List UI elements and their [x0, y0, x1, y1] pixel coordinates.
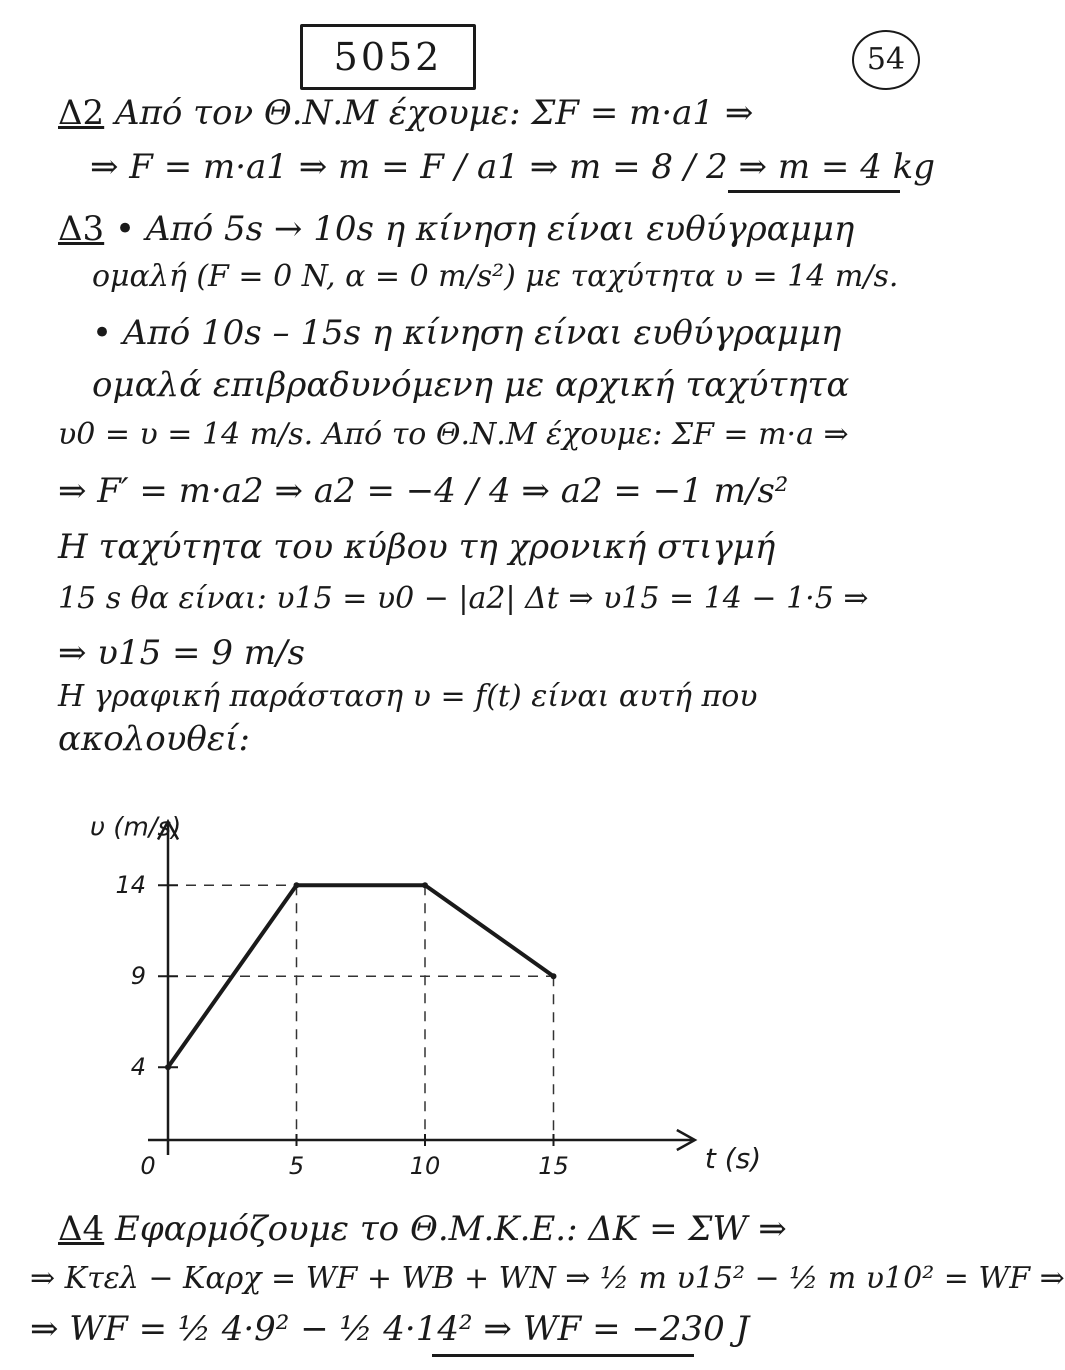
d4-line-2: ⇒ Kτελ − Kαρχ = WF + WB + WN ⇒ ½ m υ15² − ½ m υ10² = WF ⇒ [30, 1261, 1065, 1296]
y-axis-label: υ (m/s) [90, 812, 182, 843]
d2-text-2: ⇒ F = m·a1 ⇒ m = F / a1 ⇒ m = 8 / 2 ⇒ [90, 147, 768, 187]
d2-text-1: Από τον Θ.Ν.Μ έχουμε: ΣF = m·a1 ⇒ [115, 93, 754, 133]
d4-label: Δ4 [58, 1209, 105, 1249]
y-tick-label: 14 [115, 871, 146, 900]
d3-line-7: Η ταχύτητα του κύβου τη χρονική στιγμή [58, 527, 776, 567]
page-number-circle [852, 30, 920, 90]
data-point [551, 973, 557, 979]
d4-line-3 [30, 1309, 750, 1349]
d3-line-1 [58, 209, 855, 249]
d4-result-underline [432, 1354, 694, 1357]
x-tick-label: 15 [538, 1152, 569, 1180]
y-tick-label: 9 [130, 962, 146, 991]
x-tick-label: 0 [140, 1152, 156, 1180]
data-point [165, 1064, 171, 1070]
d4-text-3: ⇒ WF = ½ 4·9² − ½ 4·14² ⇒ [30, 1309, 512, 1349]
d3-line-2: ομαλή (F = 0 N, α = 0 m/s²) με ταχύτητα υ = 14 m/s. [92, 259, 899, 294]
y-axis-arrow [158, 822, 178, 840]
problem-code: 5052 [333, 35, 443, 79]
d3-line-5: υ0 = υ = 14 m/s. Από το Θ.Ν.Μ έχουμε: ΣF = m·a ⇒ [58, 417, 849, 452]
x-tick-label: 5 [288, 1152, 305, 1180]
d2-line-2 [90, 147, 935, 187]
page-number: 54 [866, 42, 906, 77]
x-axis-arrow [677, 1130, 695, 1150]
d3-text-1: • Από 5s → 10s η κίνηση είναι ευθύγραμμη [115, 209, 855, 249]
d2-label: Δ2 [58, 93, 105, 133]
d3-label: Δ3 [58, 209, 105, 249]
x-axis-label: t (s) [704, 1142, 762, 1175]
d2-result: m = 4 kg [777, 147, 935, 187]
x-tick-label: 10 [409, 1152, 441, 1180]
d2-result-underline [728, 190, 900, 193]
d4-result: WF = −230 J [522, 1309, 750, 1349]
d3-line-4: ομαλά επιβραδυνόμενη με αρχική ταχύτητα [92, 365, 850, 405]
velocity-line [168, 885, 554, 1067]
d3-line-10: Η γραφική παράσταση υ = f(t) είναι αυτή που [58, 679, 758, 714]
data-point [294, 882, 300, 888]
d3-line-9: ⇒ υ15 = 9 m/s [58, 633, 305, 673]
d3-line-8: 15 s θα είναι: υ15 = υ0 − |a2| Δt ⇒ υ15 = 14 − 1·5 ⇒ [58, 581, 869, 616]
y-tick-label: 4 [130, 1053, 146, 1082]
data-point [422, 882, 428, 888]
d3-line-11: ακολουθεί: [58, 719, 250, 759]
d3-line-3: • Από 10s – 15s η κίνηση είναι ευθύγραμμη [92, 313, 842, 353]
d2-line-1 [58, 93, 754, 133]
d4-line-1 [58, 1209, 787, 1249]
problem-code-box [300, 24, 476, 90]
d3-line-6: ⇒ F′ = m·a2 ⇒ a2 = −4 / 4 ⇒ a2 = −1 m/s² [58, 471, 789, 511]
d4-text-1: Εφαρμόζουμε το Θ.Μ.Κ.Ε.: ΔΚ = ΣW ⇒ [115, 1209, 787, 1249]
